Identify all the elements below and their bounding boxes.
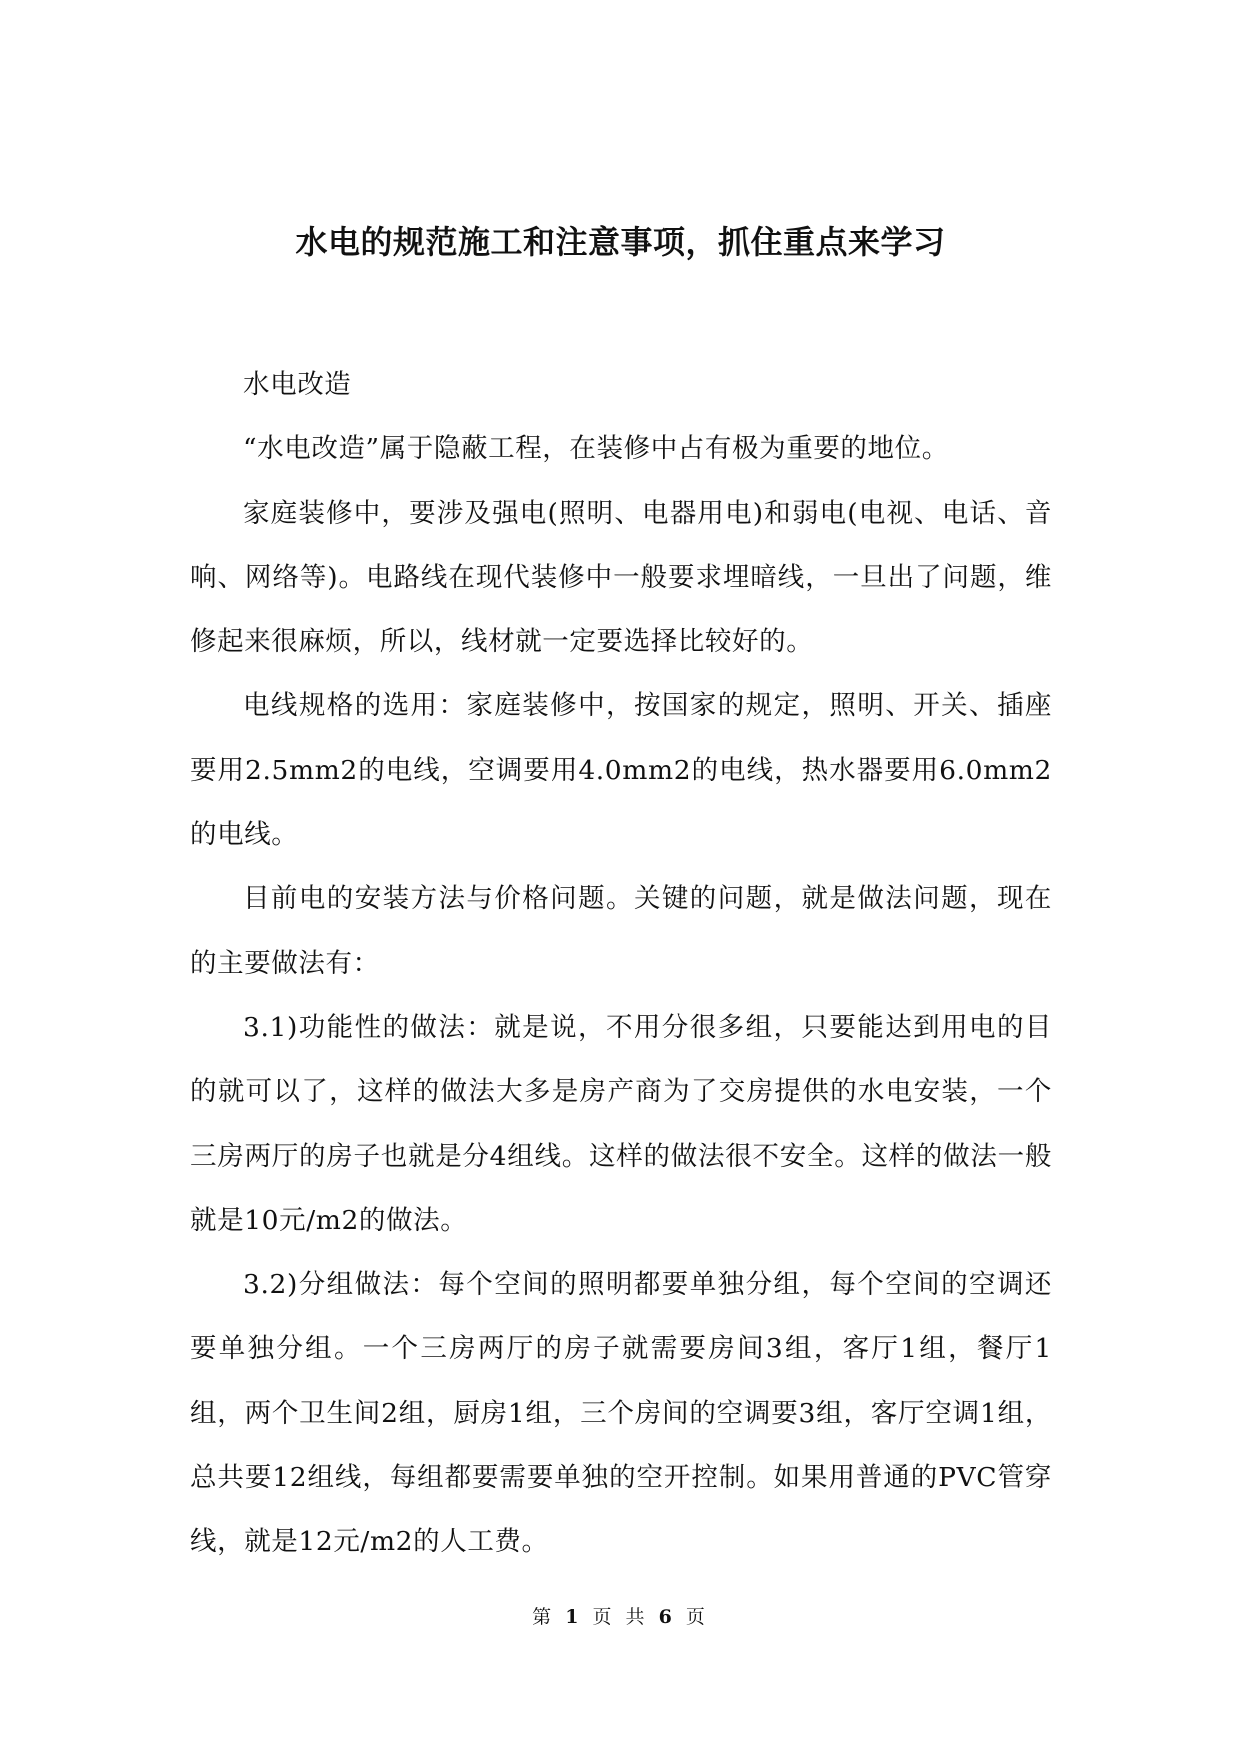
paragraph-home-wiring: 家庭装修中，要涉及强电(照明、电器用电)和弱电(电视、电话、音响、网络等)。电路线在现代装修中一般要求埋暗线，一旦出了问题，维修起来很麻烦，所以，线材就一定要选择比较好的。 — [190, 497, 1052, 658]
paragraph-section-heading: 水电改造 — [243, 369, 352, 400]
current-page-number: 1 — [565, 1606, 583, 1628]
page-footer — [0, 1605, 1241, 1629]
footer-suffix: 页 — [685, 1606, 709, 1628]
document-title: 水电的规范施工和注意事项，抓住重点来学习 — [295, 223, 946, 261]
paragraph-method-3-2: 3.2)分组做法：每个空间的照明都要单独分组，每个空间的空调还要单独分组。一个三房两厅的房子就需要房间3组，客厅1组，餐厅1组，两个卫生间2组，厨房1组，三个房间的空调要3组，客厅空调1组，总共要12组线，每组都要需要单独的空开控制。如果用普通的PVC管穿线，就是12元/m2的人工费。 — [190, 1269, 1052, 1558]
footer-middle: 页 共 — [592, 1606, 649, 1628]
footer-prefix: 第 — [532, 1606, 556, 1628]
total-pages-number: 6 — [658, 1606, 676, 1628]
paragraph-intro: “水电改造”属于隐蔽工程，在装修中占有极为重要的地位。 — [243, 433, 949, 465]
paragraph-method-3-1: 3.1)功能性的做法：就是说，不用分很多组，只要能达到用电的目的就可以了，这样的做法大多是房产商为了交房提供的水电安装，一个三房两厅的房子也就是分4组线。这样的做法很不安全。这样的做法一般就是10元/m2的做法。 — [190, 1011, 1052, 1236]
paragraph-wire-specs: 电线规格的选用：家庭装修中，按国家的规定，照明、开关、插座要用2.5mm2的电线，空调要用4.0mm2的电线，热水器要用6.0mm2的电线。 — [190, 690, 1052, 851]
paragraph-methods-intro: 目前电的安装方法与价格问题。关键的问题，就是做法问题，现在的主要做法有： — [190, 883, 1052, 979]
document-body — [190, 353, 1052, 1575]
